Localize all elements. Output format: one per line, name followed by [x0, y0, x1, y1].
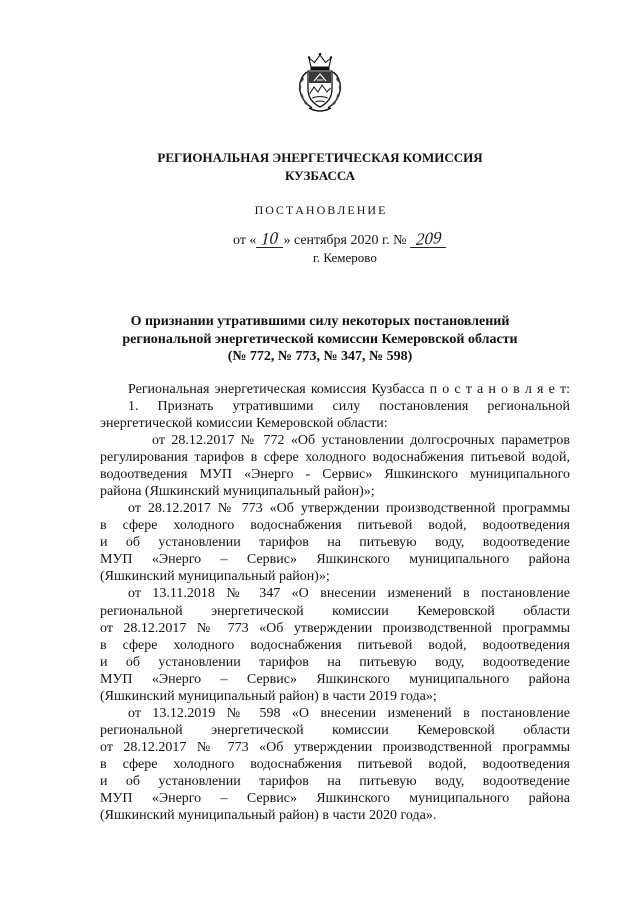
document-type: П О С Т А Н О В Л Е Н И Е — [254, 203, 386, 217]
date-prefix: от « — [233, 233, 257, 248]
body-line: региональной энергетической комиссии Кемеровской области — [100, 603, 570, 619]
body-line: от 28.12.2017 № 773 «Об утверждении производственной программы — [100, 620, 570, 636]
body-line: района (Яшкинский муниципальный район)»; — [100, 483, 375, 499]
body-line: в сфере холодного водоснабжения питьевой водой, водоотведения — [100, 518, 570, 534]
body-line: региональной энергетической комиссии Кемеровской области — [100, 723, 570, 739]
body-line: и об установлении тарифов на питьевую воду, водоотведение — [100, 535, 570, 551]
handwritten-number-value: 209 — [415, 227, 442, 250]
body-line: МУП «Энерго – Сервис» Яшкинского муниципального района — [100, 671, 570, 687]
body-line: регулирования тарифов в сфере холодного водоснабжения питьевой водой, — [100, 449, 570, 465]
repealed-decision-773 — [100, 500, 570, 585]
document-title — [0, 313, 640, 366]
body-line: водоотведения МУП «Энерго - Сервис» Яшкинского муниципального — [100, 466, 570, 482]
body-line: в сфере холодного водоснабжения питьевой водой, водоотведения — [100, 757, 570, 773]
body-line: от 28.12.2017 № 773 «Об утверждении производственной программы — [100, 740, 570, 756]
date-number-line — [233, 227, 446, 251]
city: г. Кемерово — [313, 250, 377, 265]
date-middle: » сентября 2020 г. № — [283, 233, 407, 248]
repealed-decision-772 — [100, 432, 570, 500]
body-line: МУП «Энерго – Сервис» Яшкинского муниципального района — [100, 791, 570, 807]
clause-1-paragraph — [100, 398, 570, 432]
body-line: МУП «Энерго – Сервис» Яшкинского муниципального района — [100, 552, 570, 568]
body-line: и об установлении тарифов на питьевую воду, водоотведение — [100, 774, 570, 790]
body-line: Региональная энергетическая комиссия Кузбасса п о с т а н о в л я е т: — [128, 381, 570, 397]
document-body — [100, 381, 570, 825]
title-line: О признании утратившими силу некоторых постановлений — [130, 314, 510, 329]
body-line: от 13.12.2019 № 598 «О внесении изменений в постановление — [128, 705, 570, 721]
body-line: от 28.12.2017 № 773 «Об утверждении производственной программы — [128, 501, 570, 517]
body-line: (Яшкинский муниципальный район) в части 2020 года». — [100, 808, 437, 824]
body-line: энергетической комиссии Кемеровской области: — [100, 415, 388, 431]
organization-name-line-1: РЕГИОНАЛЬНАЯ ЭНЕРГЕТИЧЕСКАЯ КОМИССИЯ — [157, 150, 483, 165]
repealed-decision-347 — [100, 585, 570, 705]
title-line: региональной энергетической комиссии Кемеровской области — [122, 331, 518, 347]
body-line: в сфере холодного водоснабжения питьевой водой, водоотведения — [100, 637, 570, 653]
body-line: от 13.11.2018 № 347 «О внесении изменений в постановление — [128, 586, 570, 602]
body-line: (Яшкинский муниципальный район)»; — [100, 569, 330, 585]
handwritten-number — [410, 227, 446, 250]
repealed-decision-598 — [100, 705, 570, 825]
resolution-intro-paragraph — [100, 381, 570, 398]
body-line: от 28.12.2017 № 772 «Об установлении долгосрочных параметров — [152, 432, 570, 448]
title-line: (№ 772, № 773, № 347, № 598) — [227, 349, 413, 364]
coat-of-arms-icon — [290, 50, 350, 116]
body-line: 1. Признать утратившими силу постановления региональной — [128, 398, 570, 414]
handwritten-day-value: 10 — [260, 228, 279, 249]
handwritten-day — [256, 228, 283, 249]
body-line: (Яшкинский муниципальный район) в части 2019 года»; — [100, 688, 437, 704]
body-line: и об установлении тарифов на питьевую воду, водоотведение — [100, 654, 570, 670]
organization-name-line-2: КУЗБАССА — [284, 168, 356, 183]
